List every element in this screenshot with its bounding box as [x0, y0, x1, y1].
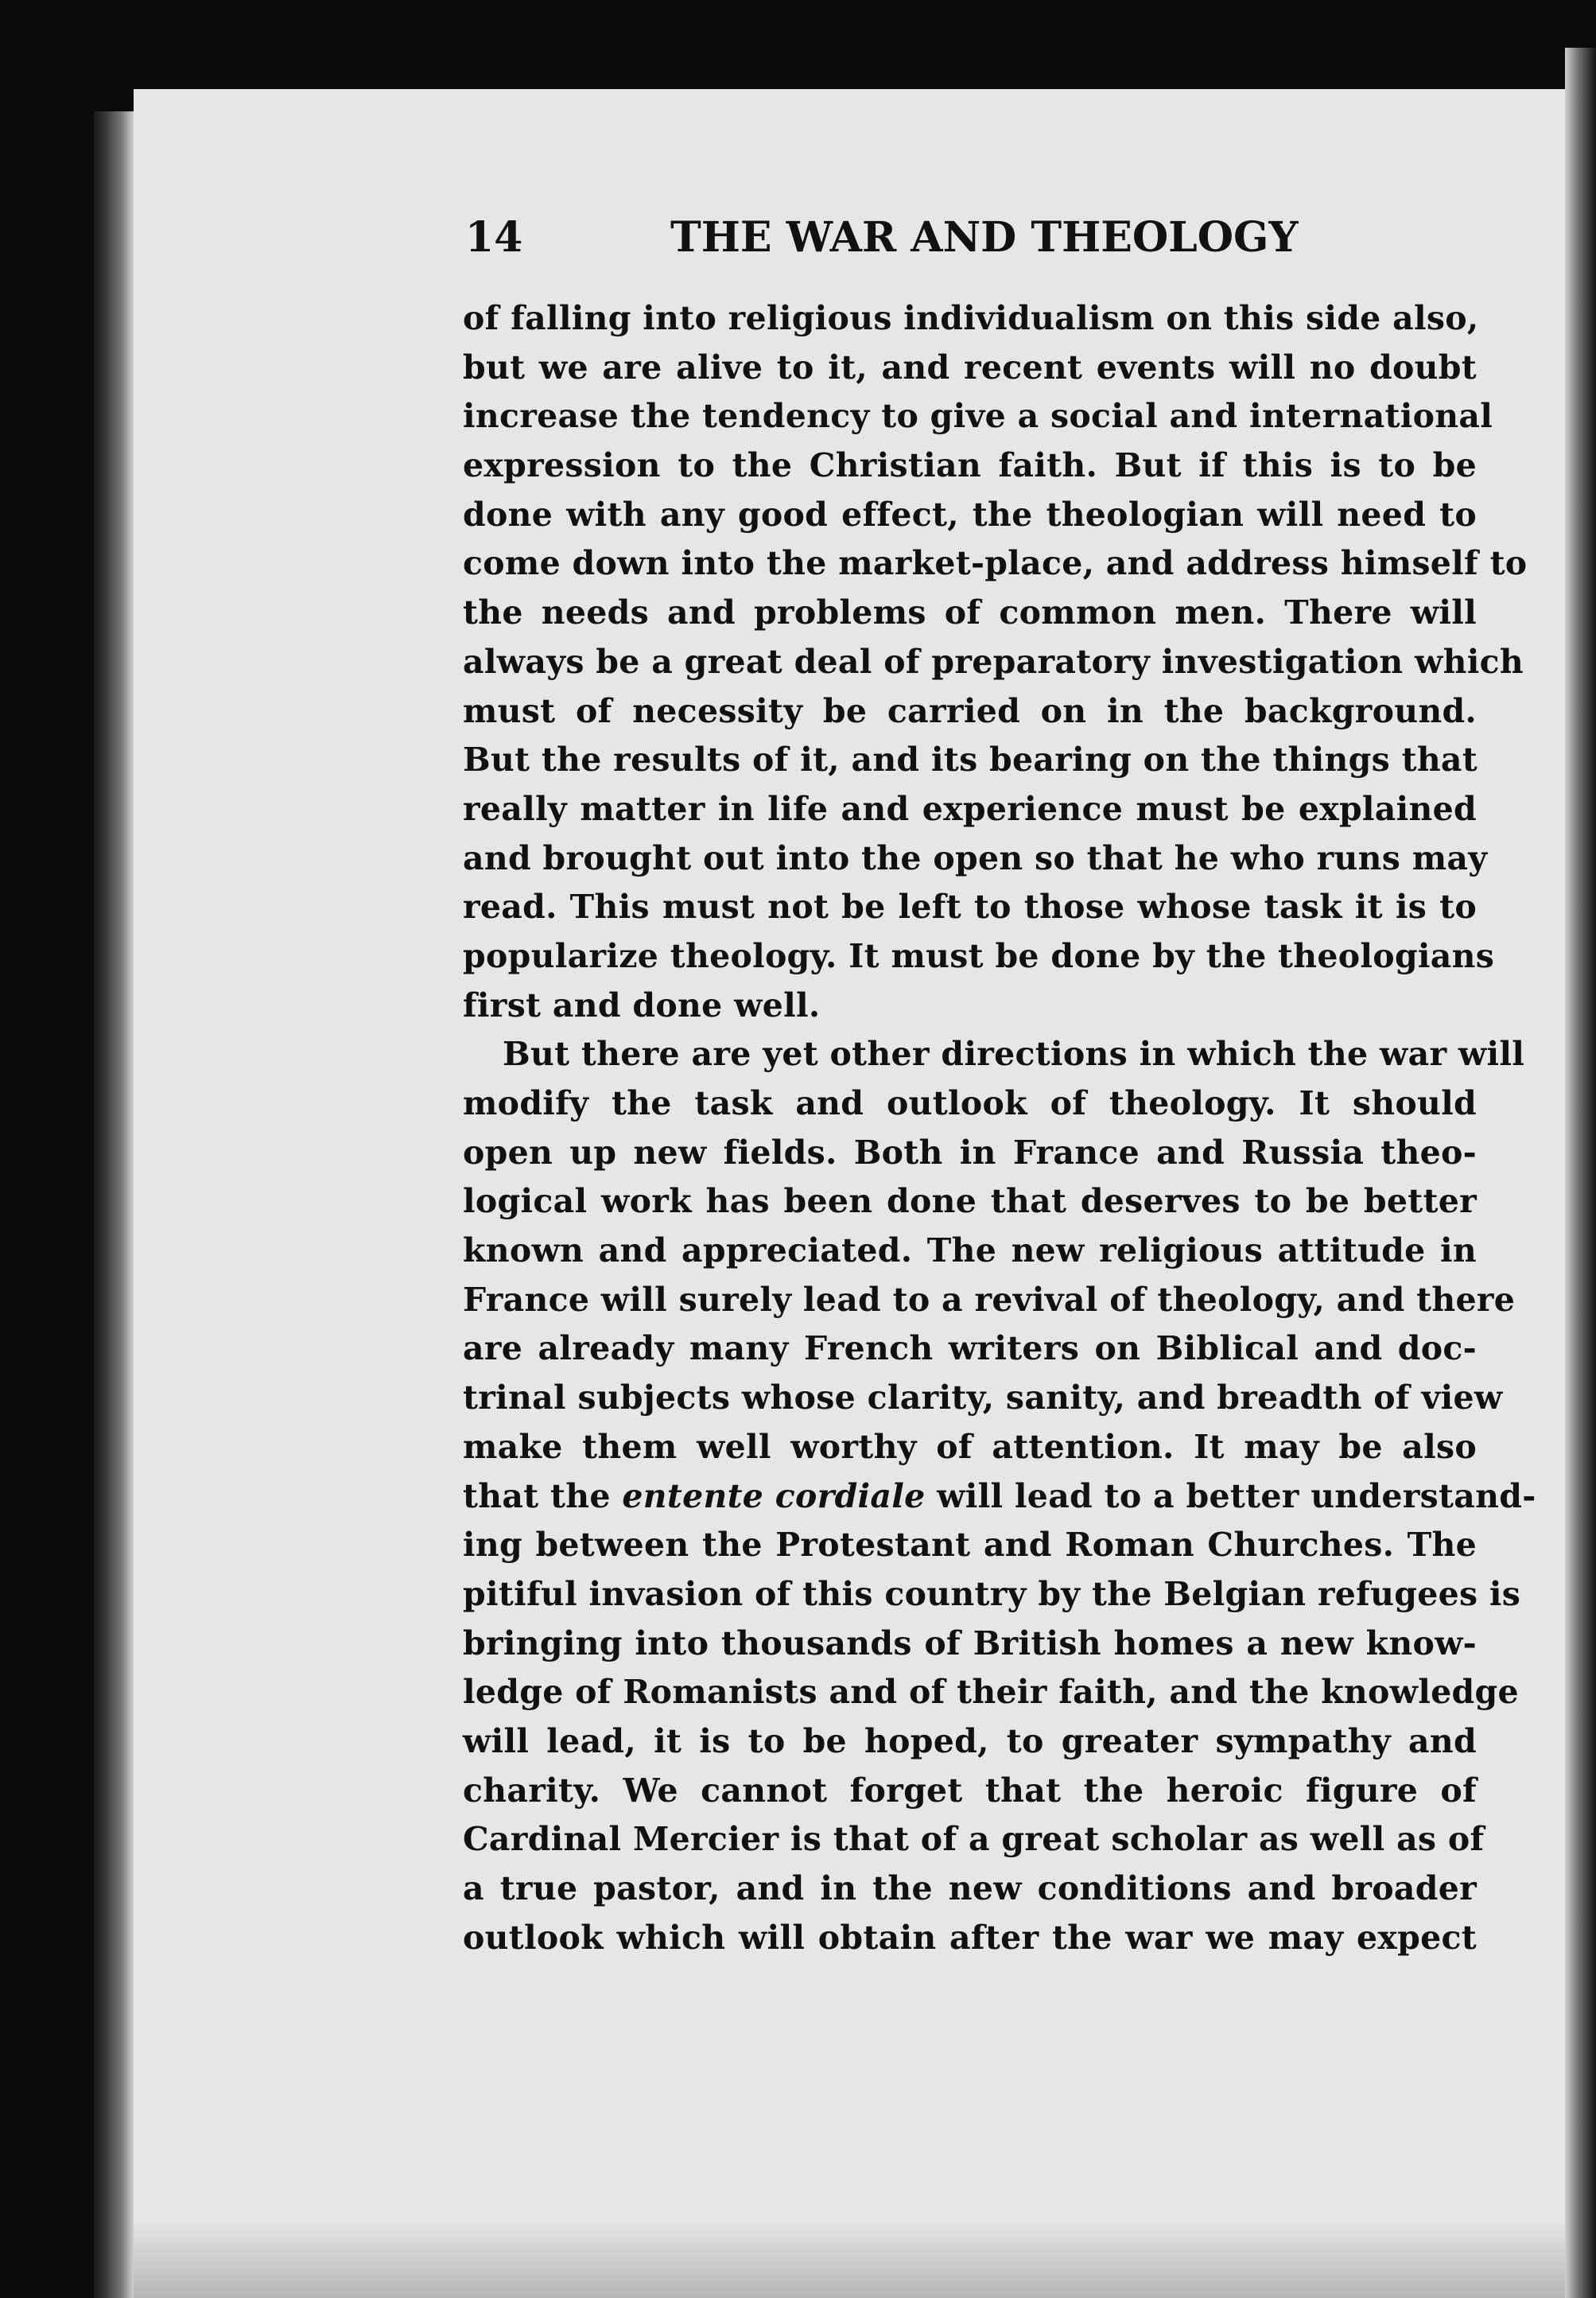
text-line: outlook which will obtain after the war we may expect [463, 1918, 1477, 1957]
text-line: must of necessity be carried on in the background. [463, 691, 1477, 730]
text-line: increase the tendency to give a social and international [463, 397, 1493, 436]
paragraph-first-line: But there are yet other directions in which the war will [503, 1035, 1525, 1074]
book-binding-edge [94, 111, 134, 2298]
text-line: open up new fields. Both in France and Russia theo- [463, 1133, 1477, 1172]
text-line: are already many French writers on Biblical and doc- [463, 1329, 1477, 1368]
text-line: known and appreciated. The new religious attitude in [463, 1231, 1477, 1270]
text-line: and brought out into the open so that he who runs may [463, 838, 1488, 877]
text-line: Cardinal Mercier is that of a great scholar as well as of [463, 1820, 1485, 1859]
text-line: a true pastor, and in the new conditions and broader [463, 1869, 1477, 1907]
text-line: popularize theology. It must be done by the theologians [463, 936, 1495, 975]
text-line: logical work has been done that deserves to be better [463, 1182, 1477, 1221]
italic-phrase: entente cordiale [622, 1476, 926, 1515]
text-line: France will surely lead to a revival of theology, and there [463, 1280, 1516, 1319]
text-line: always be a great deal of preparatory investigation which [463, 642, 1524, 681]
paragraph-end-line: first and done well. [463, 986, 821, 1025]
text-line: come down into the market-place, and address himself to [463, 544, 1528, 583]
text-line: bringing into thousands of British homes a new know- [463, 1623, 1477, 1662]
page-right-edge [1565, 48, 1596, 2298]
text-line: ledge of Romanists and of their faith, and the knowledge [463, 1673, 1519, 1712]
text-line: ing between the Protestant and Roman Churches. The [463, 1526, 1477, 1565]
text-line: of falling into religious individualism on this side also, [463, 299, 1479, 337]
page-number: 14 [465, 213, 523, 262]
text-line: will lead, it is to be hoped, to greater sympathy and [463, 1721, 1477, 1760]
text-segment: will lead to a better understand- [925, 1476, 1536, 1515]
text-line: pitiful invasion of this country by the Belgian refugees is [463, 1574, 1521, 1613]
text-line: make them well worthy of attention. It may be also [463, 1427, 1477, 1466]
text-line: read. This must not be left to those whose task it is to [463, 888, 1477, 927]
body-text [463, 294, 1536, 1962]
text-line-with-italic [463, 1472, 1536, 1522]
text-line: charity. We cannot forget that the heroic figure of [463, 1771, 1477, 1810]
text-line: modify the task and outlook of theology. It should [463, 1084, 1477, 1122]
text-line: done with any good effect, the theologian will need to [463, 495, 1477, 534]
text-line: trinal subjects whose clarity, sanity, and breadth of view [463, 1378, 1503, 1417]
running-title: THE WAR AND THEOLOGY [670, 213, 1299, 262]
text-line: expression to the Christian faith. But if this is to be [463, 446, 1477, 485]
text-line: But the results of it, and its bearing on the things that [463, 741, 1478, 780]
text-line: but we are alive to it, and recent events will no doubt [463, 348, 1477, 387]
text-segment: that the [463, 1476, 623, 1515]
text-line: the needs and problems of common men. There will [463, 593, 1477, 632]
page-bottom-shadow [134, 2219, 1565, 2298]
text-line: really matter in life and experience must be explained [463, 789, 1477, 828]
